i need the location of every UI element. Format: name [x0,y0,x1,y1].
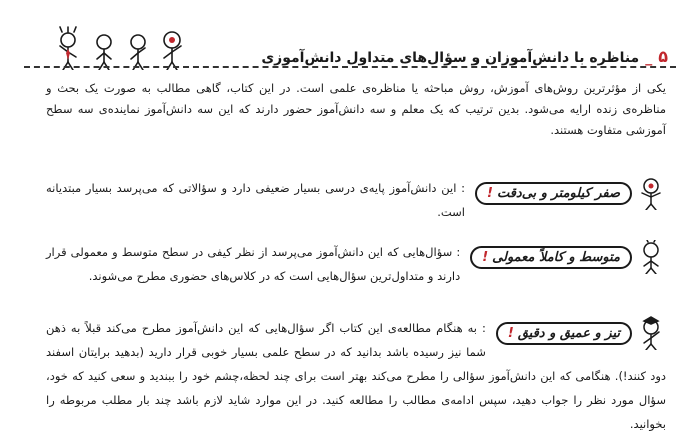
level-sharp [46,316,666,436]
level-average [46,240,666,288]
level-description: : این دانش‌آموز پایه‌ی درسی بسیار ضعیفی دارد و سؤالاتی که می‌پرسد بسیار مبتدیانه است. [46,181,465,219]
level-badge [496,322,632,345]
level-weak-title [475,176,666,210]
level-badge [475,182,632,205]
level-badge [470,246,632,269]
level-badge-label: صفر کیلومتر و بی‌دقت [496,185,620,201]
level-description: : سؤال‌هایی که این دانش‌آموز می‌پرسد از نظر کیفی در سطح متوسط و معمولی قرار دارند و متداول‌ترین سؤال‌هایی است که در کلاس‌های حضوری مطرح می‌شوند. [46,245,461,283]
student-weak-icon [636,176,666,210]
section-header [24,34,676,74]
exclamation-mark: ! [482,249,489,265]
section-number: ۵ [658,47,668,66]
intro-paragraph: یکی از مؤثرترین روش‌های آموزش، روش مباحثه یا مناظره‌ی علمی است. در این کتاب، گاهی مطالب به صورت یک بحث و مناظره‌ی زنده ارایه می‌شود. بدین ترتیب که یک معلم و سه دانش‌آموز حضور دارند که این سه دانش‌آموز نماینده‌ی سه سطح آموزشی متفاوت هستند. [46,81,666,137]
level-badge-label: متوسط و کاملاً معمولی [492,249,620,265]
student-sharp-icon [636,316,666,350]
level-weak [46,176,666,224]
section-dash: _ [645,50,653,66]
student-average-icon [636,240,666,274]
section-heading [261,47,668,66]
level-average-title [470,240,666,274]
students-group-icon [48,26,188,70]
level-sharp-title [496,316,666,350]
level-description: : به هنگام مطالعه‌ی این کتاب اگر سؤال‌هایی که این دانش‌آموز مطرح می‌کند قبلاً به ذهن شما نیز رسیده باشد بدانید که در سطح علمی بسیار خوبی قرار دارید (بدهید برایتان اسفند دود کنند!). هنگامی که این دانش‌آموز سؤالی را مطرح می‌کند بهتر است برای چند لحظه،چشم خود را ببندید و سعی کنید که خود، سؤال مورد نظر را جواب دهید، سپس ادامه‌ی مطالب را مطالعه کنید. در این موارد شاید لازم باشد چند بار مطلب مربوطه را بخوانید. [46,321,666,431]
exclamation-mark: ! [487,185,493,201]
section-title: مناظره با دانش‌آموزان و سؤال‌های متداول دانش‌آموزی [261,50,640,66]
exclamation-mark: ! [507,325,514,341]
heading-rule [24,66,676,68]
level-badge-label: تیز و عمیق و دقیق [517,325,620,341]
